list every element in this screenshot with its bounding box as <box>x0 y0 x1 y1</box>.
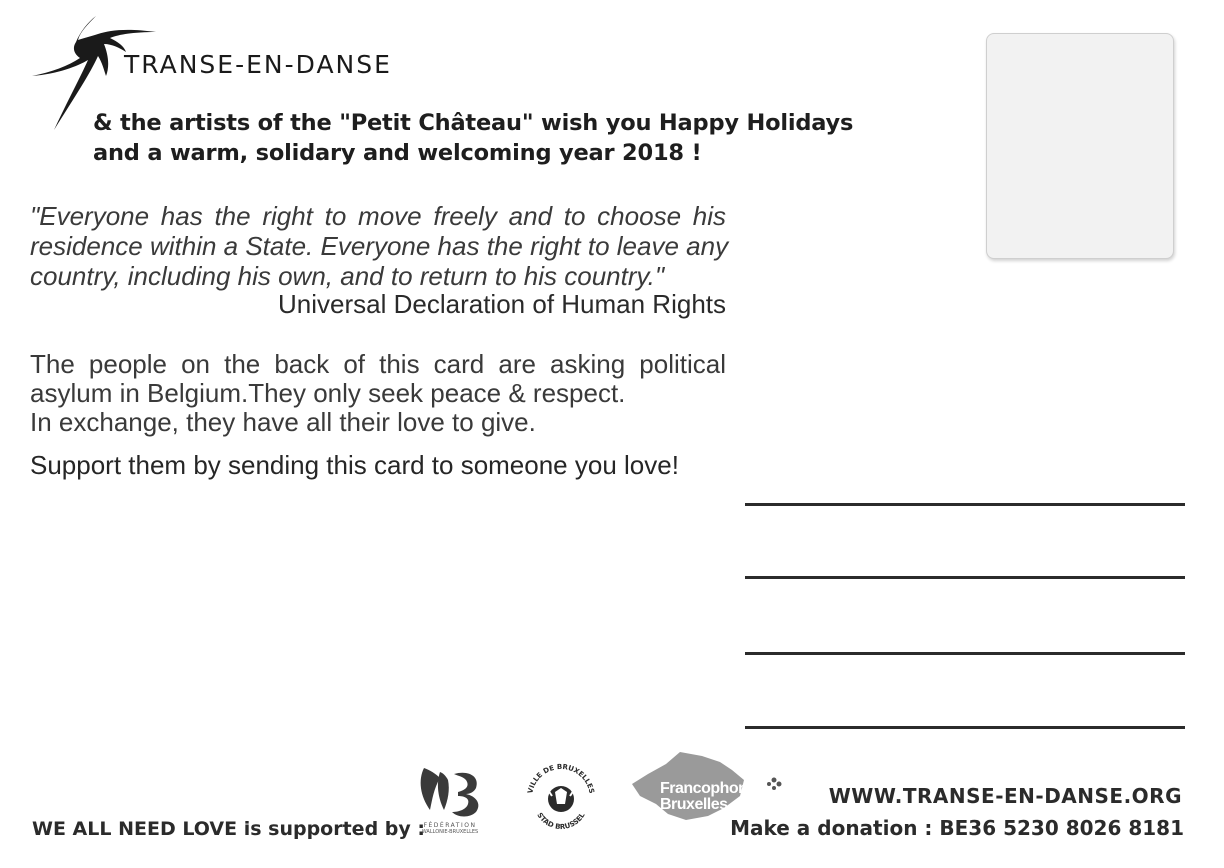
address-line <box>745 503 1185 506</box>
city-seal-top-text: VILLE DE BRUXELLES <box>526 762 596 795</box>
federation-name: FÉDÉRATION <box>423 822 477 829</box>
greeting-line-2: and a warm, solidary and welcoming year 2018 ! <box>93 140 702 166</box>
support-line: Support them by sending this card to someone you love! <box>30 450 679 480</box>
body-line-2: asylum in Belgium.They only seek peace & respect. <box>30 378 626 408</box>
address-line <box>745 576 1185 579</box>
body-line-3: In exchange, they have all their love to give. <box>30 407 536 437</box>
supported-by-text: WE ALL NEED LOVE is supported by : <box>32 818 425 840</box>
donation-text: Make a donation : BE36 5230 8026 8181 <box>730 816 1184 840</box>
address-line <box>745 726 1185 729</box>
quote-line-3: country, including his own, and to return to his country." <box>30 261 665 291</box>
brussels-city-seal-logo <box>522 758 600 838</box>
francophones-text: Francophones <box>660 780 765 797</box>
stamp-box <box>986 33 1174 259</box>
quote-line-1: "Everyone has the right to move freely and to choose his <box>30 201 726 231</box>
brand-name: TRANSE-EN-DANSE <box>124 50 392 79</box>
quote-source: Universal Declaration of Human Rights <box>278 289 726 319</box>
city-seal-bottom-text: STAD BRUSSEL <box>535 811 587 832</box>
address-line <box>745 652 1185 655</box>
website-link[interactable]: WWW.TRANSE-EN-DANSE.ORG <box>828 784 1182 808</box>
svg-text:STAD BRUSSEL <box>535 811 587 831</box>
bruxelles-text: Bruxelles <box>660 796 728 813</box>
quote-line-2: residence within a State. Everyone has the right to leave any <box>30 231 729 261</box>
federation-sub: WALLONIE-BRUXELLES <box>421 829 479 835</box>
body-line-1: The people on the back of this card are asking political <box>30 349 726 379</box>
greeting-line-1: & the artists of the "Petit Château" wish you Happy Holidays <box>93 110 854 136</box>
